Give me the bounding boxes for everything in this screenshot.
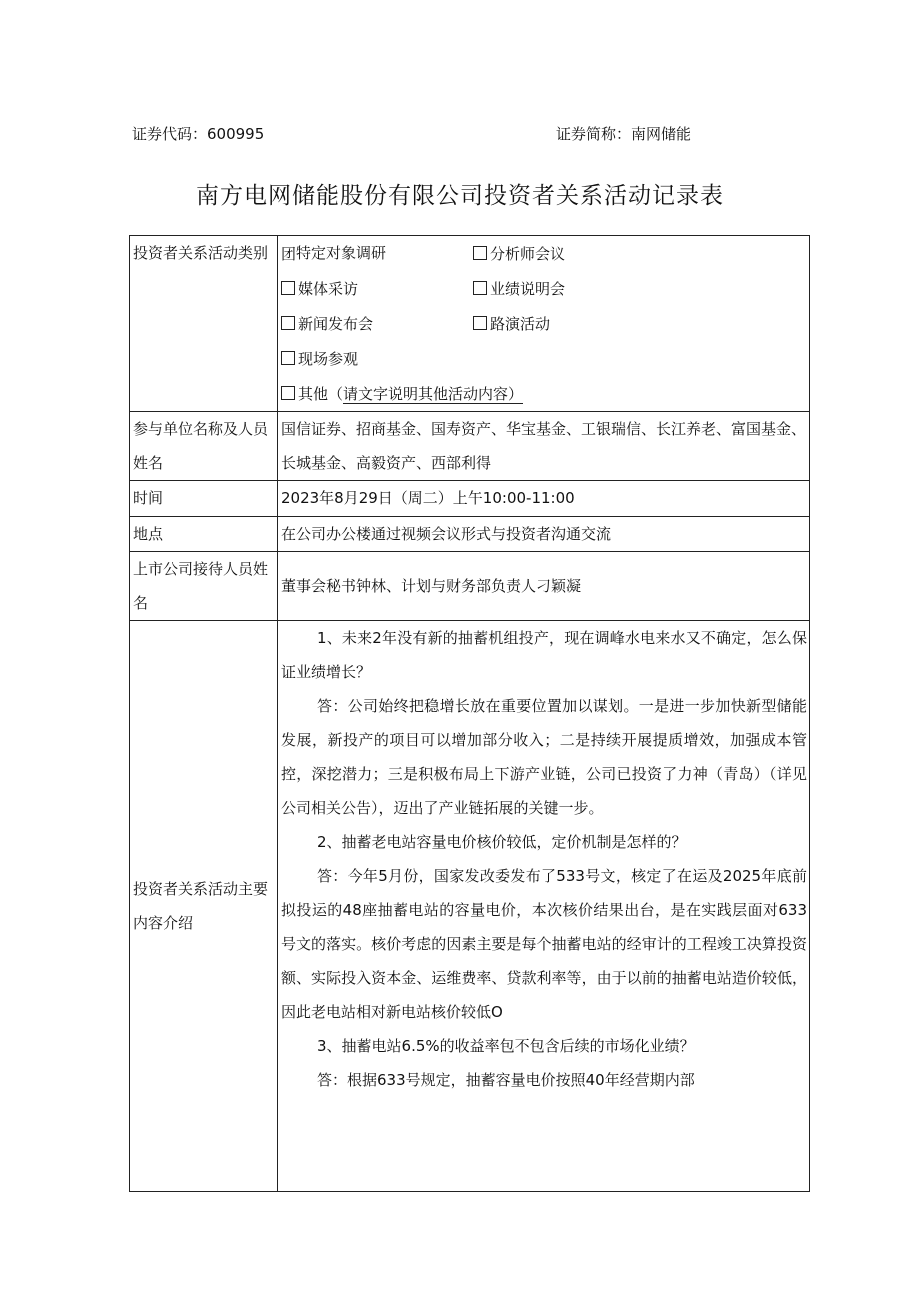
- content-paragraph: 答：根据633号规定，抽蓄容量电价按照40年经营期内部: [317, 1071, 695, 1089]
- time-value: 2023年8月29日（周二）上午10:00-11:00: [278, 481, 810, 517]
- checkbox-icon: [473, 281, 487, 295]
- row-receptionist: [130, 552, 810, 621]
- receptionist-label: 上市公司接待人员姓名: [130, 552, 278, 621]
- row-activity-type: [130, 236, 810, 412]
- option-specific-research[interactable]: 团特定对象调研: [281, 236, 473, 271]
- security-short-name: 证券简称：南网储能: [556, 125, 692, 143]
- main-content: [278, 621, 810, 1192]
- activity-type-options: [278, 236, 810, 412]
- location-value: 在公司办公楼通过视频会议形式与投资者沟通交流: [278, 517, 810, 552]
- checkbox-icon: [281, 316, 295, 330]
- option-earnings-call[interactable]: 业绩说明会: [473, 272, 565, 306]
- row-main-content: [130, 621, 810, 1192]
- row-participants: [130, 412, 810, 481]
- content-paragraph: 1、未来2年没有新的抽蓄机组投产，现在调峰水电来水又不确定，怎么保证业绩增长？: [281, 629, 807, 681]
- content-paragraph: 3、抽蓄电站6.5%的收益率包不包含后续的市场化业绩？: [317, 1037, 695, 1055]
- participants-value: 国信证券、招商基金、国寿资产、华宝基金、工银瑞信、长江养老、富国基金、长城基金、高毅资产、西部利得: [278, 412, 810, 481]
- row-location: [130, 517, 810, 552]
- time-label: 时间: [130, 481, 278, 517]
- record-table: [129, 235, 810, 1192]
- checkbox-icon: [281, 386, 295, 400]
- checkbox-icon: [473, 246, 487, 260]
- receptionist-value: 董事会秘书钟林、计划与财务部负责人刁颖凝: [278, 552, 810, 621]
- activity-type-label: 投资者关系活动类别: [130, 236, 278, 412]
- option-analyst-meeting[interactable]: 分析师会议: [473, 237, 565, 271]
- checkbox-icon: [281, 351, 295, 365]
- other-note: 请文字说明其他活动内容）: [343, 384, 524, 403]
- row-time: [130, 481, 810, 517]
- location-label: 地点: [130, 517, 278, 552]
- page-title: 南方电网储能股份有限公司投资者关系活动记录表: [196, 183, 724, 210]
- main-content-label: 投资者关系活动主要内容介绍: [130, 621, 278, 1192]
- option-roadshow[interactable]: 路演活动: [473, 307, 550, 341]
- checkbox-icon: [281, 281, 295, 295]
- option-site-visit[interactable]: 现场参观: [281, 342, 358, 376]
- security-code: 证券代码：600995: [132, 125, 265, 143]
- option-other[interactable]: 其他（请文字说明其他活动内容）: [281, 377, 523, 411]
- content-paragraph: 2、抽蓄老电站容量电价核价较低，定价机制是怎样的？: [317, 833, 687, 851]
- content-paragraph: 答：今年5月份，国家发改委发布了533号文，核定了在运及2025年底前拟投运的48座抽蓄电站的容量电价，本次核价结果出台，是在实践层面对633号文的落实。核价考虑的因素主要是每个抽蓄电站的经审计的工程竣工决算投资额、实际投入资本金、运维费率、贷款利率等，由于以前的抽蓄电站造价较低，因此老电站相对新电站核价较低O: [281, 867, 807, 1021]
- checkbox-icon: [473, 316, 487, 330]
- option-media-interview[interactable]: 媒体采访: [281, 272, 473, 306]
- participants-label: 参与单位名称及人员姓名: [130, 412, 278, 481]
- checked-box-icon: 团: [281, 245, 297, 263]
- option-press-conference[interactable]: 新闻发布会: [281, 307, 473, 341]
- content-paragraph: 答：公司始终把稳增长放在重要位置加以谋划。一是进一步加快新型储能发展，新投产的项目可以增加部分收入；二是持续开展提质增效，加强成本管控，深挖潜力；三是积极布局上下游产业链，公司已投资了力神（青岛）（详见公司相关公告），迈出了产业链拓展的关键一步。: [281, 697, 807, 817]
